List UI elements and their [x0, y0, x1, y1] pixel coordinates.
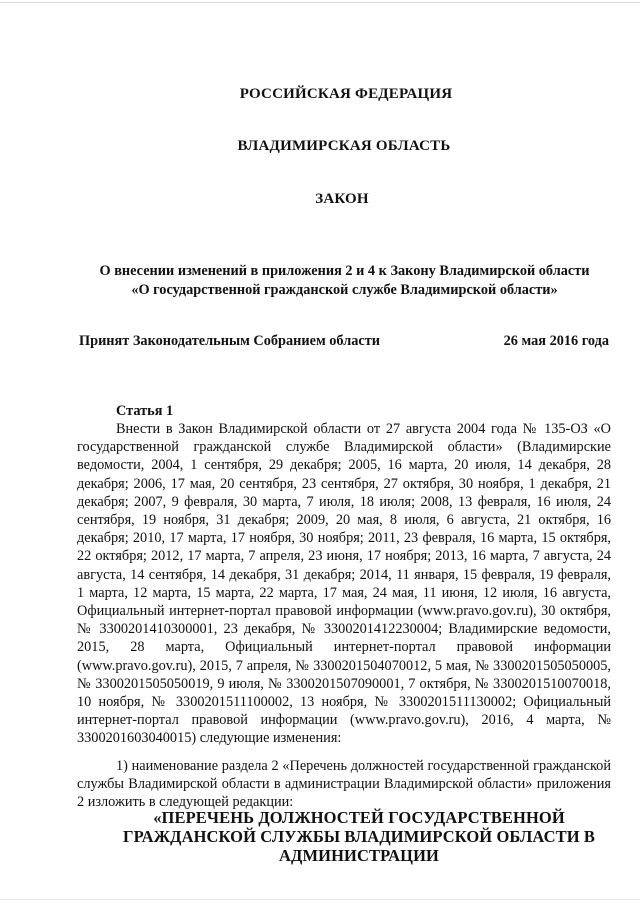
list-title: «ПЕРЕЧЕНЬ ДОЛЖНОСТЕЙ ГОСУДАРСТВЕННОЙ ГРАЖДАНСКОЙ СЛУЖБЫ ВЛАДИМИРСКОЙ ОБЛАСТИ В АДМИНИСТРАЦИИ [123, 808, 595, 865]
adopted-by: Принят Законодательным Собранием области [79, 333, 380, 349]
law-title-line-1: О внесении изменений в приложения 2 и 4 к Закону Владимирской области [99, 263, 590, 279]
scan-edge-bottom [0, 899, 640, 900]
adoption-date: 26 мая 2016 года [503, 333, 609, 349]
scan-edge-top [0, 2, 640, 3]
region-heading: ВЛАДИМИРСКАЯ ОБЛАСТЬ [237, 138, 451, 154]
article-item-1: 1) наименование раздела 2 «Перечень должностей государственной гражданской службы Владимирской области в администрации Владимирской области» приложения 2 изложить в следующей редакции: [77, 758, 611, 811]
article-paragraph: Внести в Закон Владимирской области от 27 августа 2004 года № 135-ОЗ «О государственной гражданской службе Владимирской области» (Владимирские ведомости, 2004, 1 сентября, 29 декабря; 2005, 16 марта, 20 июля, 14 декабря, 28 декабря; 2006, 17 мая, 20 сентября, 23 сентября, 27 октября, 30 ноября, 1 декабря, 21 декабря; 2007, 9 февраля, 30 марта, 7 июля, 18 июля; 2008, 13 февраля, 16 июля, 24 сентября, 19 ноября, 31 декабря; 2009, 20 мая, 8 июля, 6 августа, 21 октября, 16 декабря; 2010, 17 марта, 17 ноября, 30 ноября; 2011, 23 февраля, 16 марта, 15 октября, 22 октября; 2012, 17 марта, 7 апреля, 23 июня, 17 ноября; 2013, 16 марта, 7 августа, 24 августа, 14 сентября, 14 декабря, 31 декабря; 2014, 11 января, 15 февраля, 19 февраля, 1 марта, 12 марта, 15 марта, 22 марта, 17 мая, 24 мая, 11 июня, 12 июля, 16 августа, Официальный интернет-портал правовой информации (www.pravo.gov.ru), 30 октября, № 3300201410300001, 23 декабря, № 3300201412230004; Владимирские ведомости, 2015, 28 марта, Официальный интернет-портал правовой информации (www.pravo.gov.ru), 2015, 7 апреля, № 3300201504070012, 5 мая, № 3300201505050005, № 3300201505050019, 9 июля, № 3300201507090001, 7 октября, № 3300201510070018, 10 ноября, № 3300201511100002, 13 ноября, № 3300201511130002; Официальный интернет-портал правовой информации (www.pravo.gov.ru), 2016, 4 марта, № 3300201603040015) следующие изменения: [77, 421, 611, 747]
country-heading: РОССИЙСКАЯ ФЕДЕРАЦИЯ [239, 86, 453, 102]
doc-type-heading: ЗАКОН [315, 191, 369, 207]
article-title: Статья 1 [116, 403, 174, 419]
law-title [72, 262, 617, 300]
law-title-line-2: «О государственной гражданской службе Владимирской области» [131, 282, 558, 298]
